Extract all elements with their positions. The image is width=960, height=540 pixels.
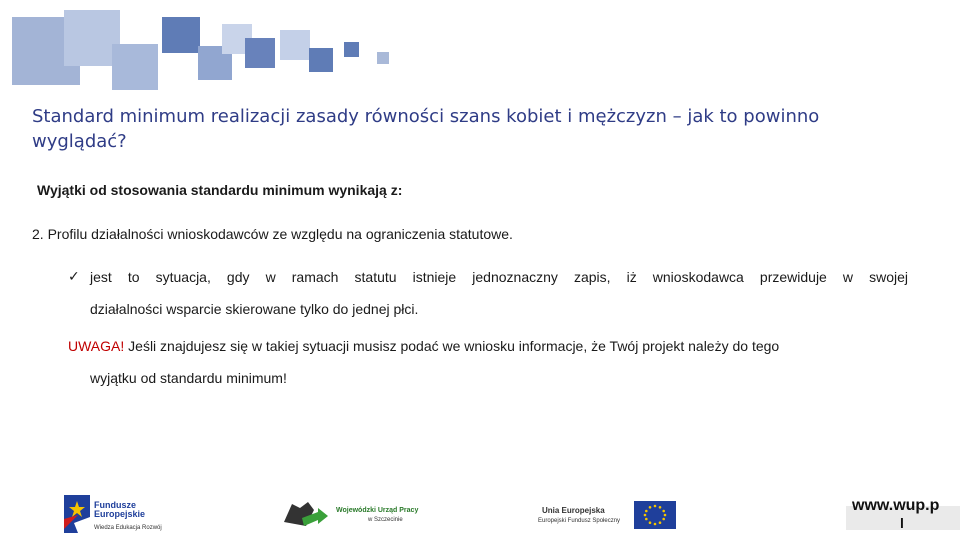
deco-square xyxy=(112,44,158,90)
website-link[interactable]: www.wup.p xyxy=(852,497,940,514)
list-item-point-2: 2. Profilu działalności wnioskodawców ze względu na ograniczenia statutowe. xyxy=(32,226,513,242)
page-title: Standard minimum realizacji zasady równości szans kobiet i mężczyzn – jak to powinno wyglądać? xyxy=(32,106,820,152)
deco-square xyxy=(245,38,275,68)
wup-logo xyxy=(282,498,432,530)
eu-logo xyxy=(538,500,678,532)
bullet-text-line2: działalności wsparcie skierowane tylko do jednej płci. xyxy=(90,301,419,317)
fe-star-icon xyxy=(64,495,90,533)
warning-text-line2: wyjątku od standardu minimum! xyxy=(90,370,287,386)
wup-emblem-icon xyxy=(282,498,330,528)
deco-square xyxy=(377,52,389,64)
eu-flag-icon xyxy=(634,501,676,529)
deco-square xyxy=(162,17,200,53)
warning-text-line1: Jeśli znajdujesz się w takiej sytuacji musisz podać we wniosku informacje, że Twój projekt należy do tego xyxy=(124,338,780,354)
fundusze-europejskie-logo xyxy=(64,495,174,535)
footer-logos xyxy=(0,488,960,540)
eu-logo-subtitle: Europejski Fundusz Społeczny xyxy=(538,518,621,524)
deco-square xyxy=(309,48,333,72)
deco-square xyxy=(280,30,310,60)
fe-logo-title: Fundusze Europejskie xyxy=(94,500,146,519)
fe-logo-subtitle: Wiedza Edukacja Rozwój xyxy=(94,525,162,531)
warning-label: UWAGA! xyxy=(68,338,125,354)
eu-logo-title: Unia Europejska xyxy=(542,506,605,515)
section-subheading: Wyjątki od stosowania standardu minimum wynikają z: xyxy=(37,182,403,198)
wup-logo-title: Wojewódzki Urząd Pracy xyxy=(336,507,419,514)
bullet-text-line1: jest to sytuacja, gdy w ramach statutu istnieje jednoznaczny zapis, iż wnioskodawca przewiduje w swojej xyxy=(90,269,908,285)
deco-square xyxy=(344,42,359,57)
checkmark-bullet xyxy=(68,261,908,325)
warning-note xyxy=(68,330,918,394)
checkmark-icon: ✓ xyxy=(68,269,80,285)
website-link-overflow: l xyxy=(900,515,904,531)
wup-logo-subtitle: w Szczecinie xyxy=(368,517,403,523)
